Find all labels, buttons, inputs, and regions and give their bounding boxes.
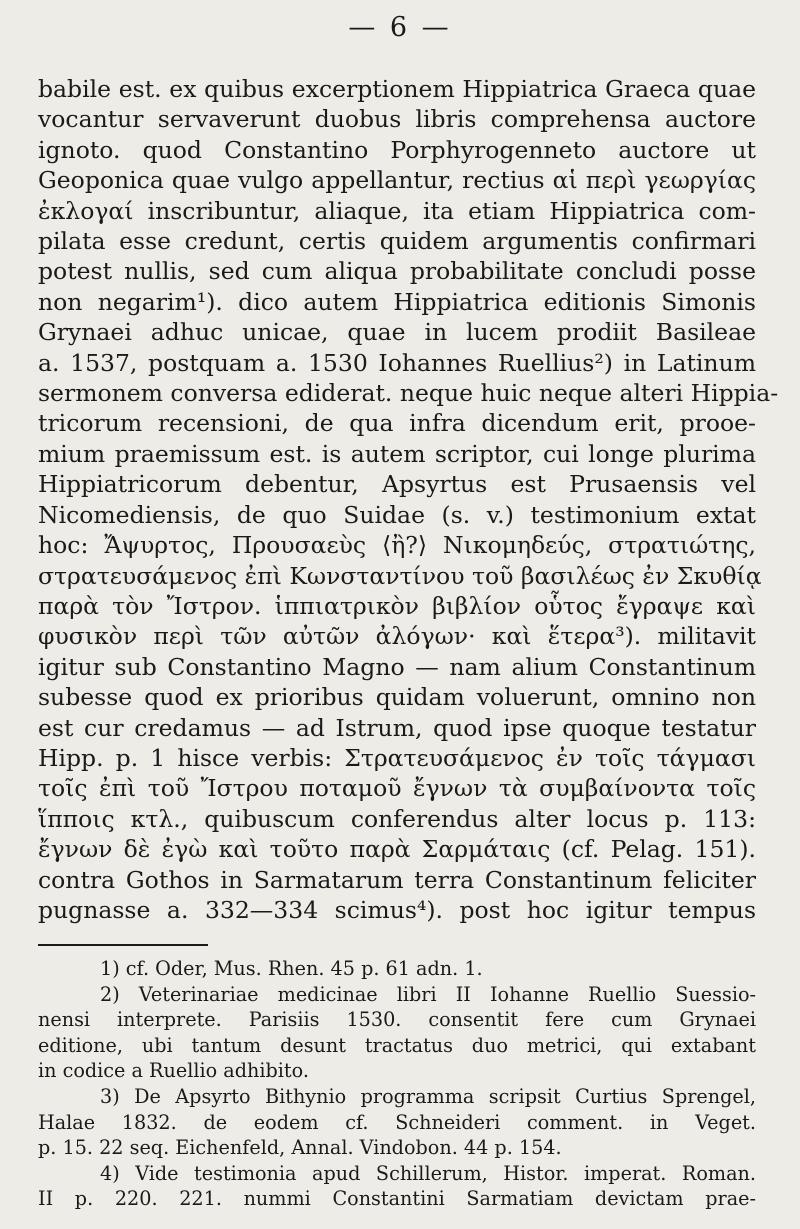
text-line: Grynaei adhuc unicae, quae in lucem prodiit Basileae: [38, 318, 756, 347]
text-line: sermonem conversa ediderat. neque huic neque alteri Hippia-: [38, 379, 779, 408]
footnote-line: II p. 220. 221. nummi Constantini Sarmatiam devictam prae-: [38, 1187, 756, 1211]
text-line: mium praemissum est. is autem scriptor, cui longe plurima: [38, 439, 756, 468]
text-line: ἐκλογαί inscribuntur, aliaque, ita etiam Hippiatrica com-: [38, 196, 756, 225]
main-text: [38, 74, 779, 925]
text-line: babile est. ex quibus excerptionem Hippiatrica Graeca quae: [38, 75, 756, 103]
footnote-line: nensi interprete. Parisiis 1530. consentit fere cum Grynaei: [38, 1008, 756, 1032]
text-line: ignoto. quod Constantino Porphyrogenneto auctore ut: [38, 135, 756, 164]
text-line: non negarim¹). dico autem Hippiatrica editionis Simonis: [38, 287, 756, 316]
text-line: τοῖς ἐπὶ τοῦ Ἴστρου ποταμοῦ ἔγνων τὰ συμβαίνοντα τοῖς: [38, 774, 756, 803]
text-line: vocantur servaverunt duobus libris comprehensa auctore: [38, 105, 756, 134]
footnote-4: [38, 1161, 756, 1212]
text-line: παρὰ τὸν Ἴστρον. ἱππιατρικὸν βιβλίον οὗτος ἔγραψε καὶ: [38, 591, 756, 620]
text-line: tricorum recensioni, de qua infra dicendum erit, prooe-: [38, 409, 756, 438]
footnote-3: [38, 1084, 756, 1161]
footnote-line: Halae 1832. de eodem cf. Schneideri comment. in Veget.: [38, 1110, 756, 1134]
footnote-line: 2) Veterinariae medicinae libri II Iohanne Ruellio Suessio-: [100, 982, 756, 1006]
text-line: Geoponica quae vulgo appellantur, rectius αἱ περὶ γεωργίας: [38, 166, 756, 195]
page-number: — 6 —: [348, 12, 452, 43]
text-line: a. 1537, postquam a. 1530 Iohannes Ruellius²) in Latinum: [38, 348, 756, 377]
text-line: subesse quod ex prioribus quidam voluerunt, omnino non: [38, 683, 756, 712]
footnote-line: in codice a Ruellio adhibito.: [38, 1059, 309, 1083]
footnote-2: [38, 982, 756, 1084]
footnote-1: [38, 956, 756, 982]
footnote-line: 4) Vide testimonia apud Schillerum, Histor. imperat. Roman.: [100, 1161, 756, 1185]
text-line: pilata esse credunt, certis quidem argumentis confirmari: [38, 227, 756, 256]
text-line: Nicomediensis, de quo Suidae (s. v.) testimonium extat: [38, 500, 756, 529]
text-line: potest nullis, sed cum aliqua probabilitate concludi posse: [38, 257, 756, 286]
footnote-separator: [38, 944, 208, 946]
text-line: pugnasse a. 332—334 scimus⁴). post hoc igitur tempus: [38, 895, 756, 924]
text-line: est cur credamus — ad Istrum, quod ipse quoque testatur: [38, 713, 756, 742]
text-line: Hipp. p. 1 hisce verbis: Στρατευσάμενος ἐν τοῖς τάγμασι: [38, 743, 756, 772]
footnote-line: 1) cf. Oder, Mus. Rhen. 45 p. 61 adn. 1.: [100, 957, 483, 980]
footnotes: [38, 956, 756, 1212]
text-line: contra Gothos in Sarmatarum terra Constantinum feliciter: [38, 865, 756, 894]
text-line: hoc: Ἄψυρτος, Προυσαεὺς ⟨ἢ?⟩ Νικομηδεύς, στρατιώτης,: [38, 531, 756, 560]
text-line: ἔγνων δὲ ἐγὼ καὶ τοῦτο παρὰ Σαρμάταις (cf. Pelag. 151).: [38, 835, 756, 864]
text-line: φυσικὸν περὶ τῶν αὐτῶν ἀλόγων· καὶ ἕτερα³). militavit: [38, 622, 756, 651]
footnote-line: 3) De Apsyrto Bithynio programma scripsit Curtius Sprengel,: [100, 1084, 756, 1108]
text-line: ἵπποις κτλ., quibuscum conferendus alter locus p. 113:: [38, 804, 756, 833]
text-line: igitur sub Constantino Magno — nam alium Constantinum: [38, 652, 756, 681]
text-line: Hippiatricorum debentur, Apsyrtus est Prusaensis vel: [38, 470, 756, 499]
footnote-line: p. 15. 22 seq. Eichenfeld, Annal. Vindobon. 44 p. 154.: [38, 1136, 562, 1160]
footnote-line: editione, ubi tantum desunt tractatus duo metrici, qui extabant: [38, 1033, 756, 1057]
text-line: στρατευσάμενος ἐπὶ Κωνσταντίνου τοῦ βασιλέως ἐν Σκυθίᾳ: [38, 561, 762, 590]
